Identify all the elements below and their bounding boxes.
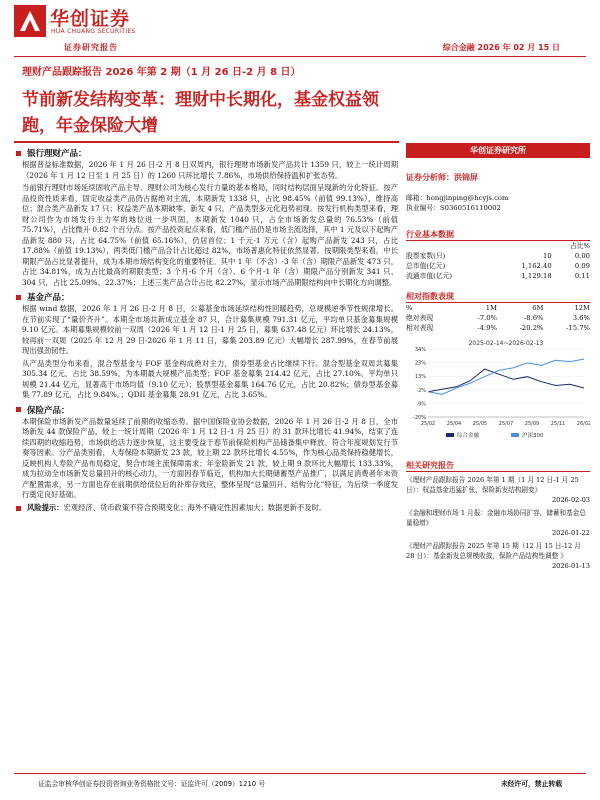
- chart-title: 2025-02-14~2026-02-13: [468, 340, 544, 347]
- performance-table: % 1M 6M 12M 绝对表现 -7.0% -8.6% 3.6% 相对表现 -4.9% -20.2% -15.7%: [406, 304, 590, 332]
- paragraph: 从产品类型分布来看，混合型基金与 FOF 基金构成绝对主力，债券型基金占比继续下行。混合型基金双周共募集 305.34 亿元，占比 38.59%，为本期最大规模产品类型；FOF 基金募集 214.42 亿元，占比 27.10%，平均单只规模 21.44 亿元，显著高于市场均值（9.10 亿元）；股票型基金募集 164.76 亿元，占比 20.82%；债券型基金募集 77.89 亿元，占比 9.84%。；QDII 基金募集 28.91 亿元，占比 3.65%。: [22, 358, 398, 399]
- footer-notice: 未经许可，禁止转载: [500, 780, 562, 788]
- risk-heading: 风险提示：: [27, 502, 64, 512]
- main-content: [14, 143, 398, 513]
- risk-text: 宏观经济、货币政策不符合预期变化；海外不确定性因素加大；数据更新不及时。: [63, 502, 327, 512]
- x-tick-label: 25/07: [498, 421, 514, 427]
- related-report-link[interactable]: 《金融和理财市场 1 月报：金融市场协同扩容，储蓄和基金总量稳增》: [406, 509, 586, 527]
- divider: [406, 471, 590, 472]
- legend-swatch: [511, 433, 519, 437]
- industry-data-table: [406, 241, 590, 281]
- logo-text-cn: 华创证券: [50, 8, 131, 30]
- x-tick-label: 25/11: [550, 421, 566, 427]
- legend-swatch: [446, 433, 454, 437]
- header-divider: [14, 56, 586, 57]
- institute-banner: 华创证券研究所: [406, 143, 590, 158]
- paragraph: 根据普益标准数据，2026 年 1 月 26 日-2 月 8 日双周内，银行理财市场新发产品共计 1359 只，较上一统计周期（2026 年 1 月 12 日至 1 月 25 日）的 1260 只环比增长 7.86%，市场供给保持温和扩张态势。: [22, 160, 398, 180]
- related-report-link[interactable]: 《理财产品跟踪报告 2025 年第 15 期（12 月 15 日-12 月 28 日）：基金新发总规模收敛，保险产品结构性调整 》: [406, 542, 581, 560]
- relative-performance-heading: 相对指数表现: [406, 292, 454, 301]
- analyst-license: 执业编号：S0360516110002: [406, 204, 501, 212]
- section-heading: 基金产品：: [14, 290, 398, 304]
- performance-chart: [406, 337, 590, 442]
- report-type-label: 证券研究报告: [64, 43, 118, 52]
- risk-section: [14, 503, 398, 514]
- related-report-date: 2026-01-13: [551, 562, 590, 570]
- analyst-email[interactable]: 邮箱：hongjinping@hcyjs.com: [406, 194, 509, 202]
- paragraph: 当前银行理财市场延续固收产品主导、理财公司为核心发行力量的基本格局，同时结构层面呈现新的分化特征。按产品投资性质来看，固定收益类产品仍占据绝对主流，本期新发 1338 只，占比 98.45%（前值 99.13%），维持高位；混合类产品新发 17 只；权益类产品本期破零，新发 4 只，产品类型多元化趋势初现。按发行机构类型来看，理财公司作为市场发行主力军的地位进一步巩固，本期新发 1040 只，占全市场新发总量的 76.53%（前值 75.71%），占比微升 0.82 个百分点。按产品投资起点来看，低门槛产品仍是市场主流选择，其中 1 元及以下起购产品新发 880 只，占比 64.75%（前值 65.16%），仍居首位；1 千元-1 万元（含）起购产品新发 243 只，占比 17.88%（前值 19.13%），两类低门槛产品合计占比超过 82%，市场普惠化特征依然显著。按期限类型来看，中长期限产品占比显著提升，成为本期市场结构变化的重要特征。其中 1 年（不含）-3 年（含）期限产品新发 473 只，占比 34.81%，成为占比最高的期限类型；3 个月-6 个月（含）、6 个月-1 年（含）期限产品分别新发 341 只、304 只，占比 25.09%、22.37%；上述三类产品合计占比 82.27%，显示市场产品期限结构向中长期化方向调整。: [22, 183, 398, 287]
- square-bullet-icon: [16, 295, 21, 300]
- legend-label: 沪深300: [522, 433, 544, 439]
- x-tick-label: 25/02: [420, 421, 436, 427]
- y-tick-label: 13%: [414, 374, 426, 381]
- y-tick-label: -9%: [416, 401, 426, 408]
- y-tick-label: -20%: [413, 415, 426, 421]
- y-tick-label: 34%: [414, 347, 426, 353]
- logo-mark-icon: [14, 5, 46, 37]
- square-bullet-icon: [16, 151, 21, 156]
- related-reports-heading: 相关研究报告: [406, 461, 454, 470]
- company-logo: [14, 4, 154, 38]
- square-bullet-icon: [16, 506, 21, 511]
- section-heading: 银行理财产品：: [14, 146, 398, 160]
- y-tick-label: 2%: [418, 387, 426, 394]
- square-bullet-icon: [16, 407, 21, 412]
- analyst-name: 证券分析师：洪锦屏: [406, 173, 478, 182]
- footer-license: 证监会审核华创证券投资咨询业务资格批文号：证监许可（2009）1210 号: [38, 780, 266, 788]
- paragraph: 根据 wind 数据，2026 年 1 月 26 日-2 月 8 日，公募基金市场延续结构性回暖趋势，总规模逆季节性规律增长。在节前实现了“量价齐升”。本期全市场共新成立基金 87 只，合计募集规模 791.31 亿元，平均单只基金募集规模 9.10 亿元。本期募集规模较前一双周（2026 年 1 月 12 日-1 月 25 日，募集 637.48 亿元）环比增长 24.13%，较再前一双周（2025 年 12 月 29 日-2026 年 1 月 11 日，募集 203.89 亿元）大幅增长 287.99%，在春节前展现出强劲韧性。: [22, 304, 398, 355]
- series-line-0: [428, 369, 584, 392]
- legend-label: 综合金融: [457, 433, 480, 439]
- logo-text-en: HUA CHUANG SECURITIES: [51, 28, 136, 35]
- section-heading: 保险产品：: [14, 403, 398, 417]
- table-row: 股票家数(只) 10 0.00: [406, 252, 590, 260]
- sidebar: [406, 143, 590, 574]
- y-tick-label: 23%: [414, 360, 426, 367]
- x-tick-label: 25/04: [446, 421, 462, 427]
- table-row: 流通市值(亿元) 1,129.18 0.11: [406, 272, 590, 280]
- related-report-date: 2026-02-03: [551, 496, 590, 504]
- industry-data-heading: 行业基本数据: [406, 230, 454, 239]
- x-tick-label: 25/09: [524, 421, 540, 427]
- paragraph: 本期保险市场新发产品数量延续了前期的收缩态势。据中国保险业协会数据，2026 年 1 月 26 日-2 月 8 日，全市场新发 44 款保险产品，较上一统计周期（2026 年 1 月 12 日-1 月 25 日）的 31 款环比增长 41.94%，结束了连续四期的收缩趋势，市场供给活力逐步恢复，这主要受益于春节前保险机构产品储备集中释放、符合年度规划发行节奏等因素。分产品类别看，人寿保险本期新发 23 款，较上期 22 款环比增长 4.55%，作为核心品类保持稳健增长，反映机构人寿险产品布局稳定，契合市场主流保障需求；年金险新发 21 款，较上期 9 款环比大幅增长 133.33%，成为拉动全市场新发总量回升的核心动力，一方面因春节临近，机构加大长期储蓄型产品推广，以满足消费者年末资产配置需求，另一方面也存在前期供给低位后的补库存效应，整体呈现“总量回升、结构分化”特征，为后续一季度发行奠定良好基础。: [22, 416, 398, 499]
- report-title: 节前新发结构变革：理财中长期化，基金权益领跑，年金保险大增: [22, 90, 379, 136]
- x-tick-label: 26/02: [576, 421, 590, 427]
- related-report-link[interactable]: 《理财产品跟踪报告 2026 年第 1 期（1 月 12 日-1 月 25 日）：权益基金迅猛扩张，保险新发结构剧变》: [406, 476, 579, 494]
- report-date: 综合金融 2026 年 02 月 15 日: [442, 43, 560, 52]
- x-tick-label: 25/05: [472, 421, 488, 427]
- footer-divider: [14, 773, 586, 774]
- column-header: 占比%: [569, 242, 590, 250]
- table-row: 绝对表现 -7.0% -8.6% 3.6%: [406, 314, 590, 322]
- table-row: 相对表现 -4.9% -20.2% -15.7%: [406, 324, 590, 332]
- related-report-date: 2026-01-22: [551, 529, 590, 537]
- table-row: 总市值(亿元) 1,162.40 0.09: [406, 262, 590, 270]
- report-subtitle: 理财产品跟踪报告 2026 年第 2 期（1 月 26 日-2 月 8 日）: [22, 67, 301, 78]
